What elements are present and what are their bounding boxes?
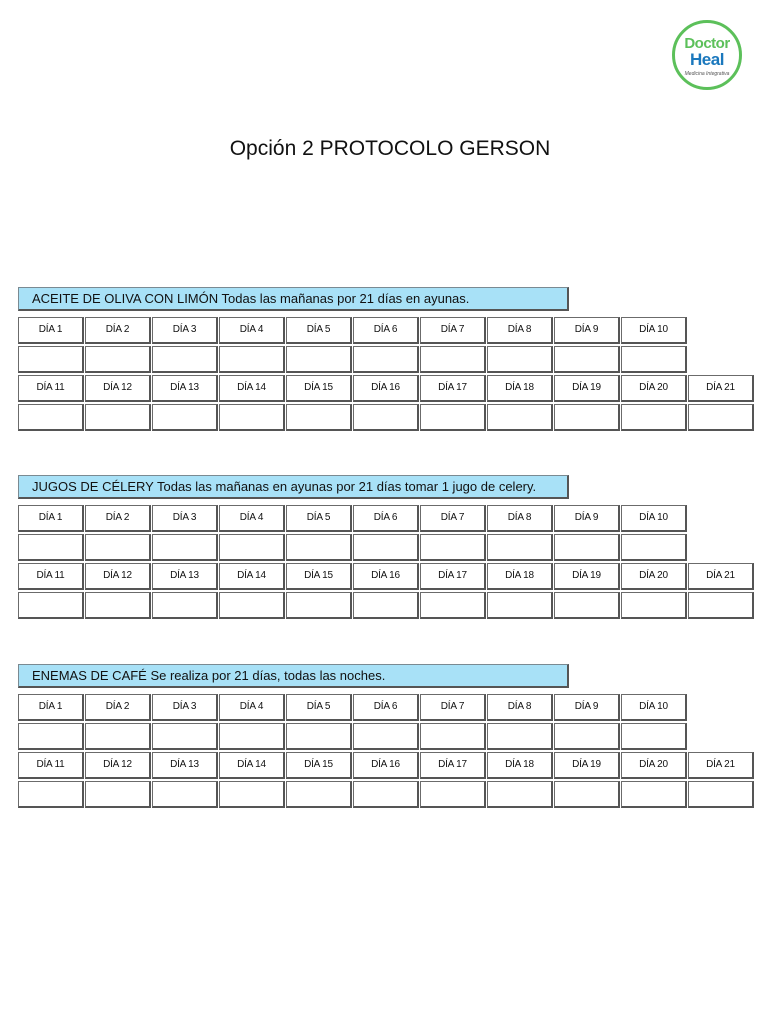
day-checkbox-cell[interactable] (621, 404, 687, 431)
day-label: DÍA 7 (420, 505, 486, 532)
day-checkbox-cell[interactable] (420, 723, 486, 750)
day-checkbox-cell[interactable] (219, 723, 285, 750)
day-checkbox-cell[interactable] (420, 404, 486, 431)
day-checkbox-cell[interactable] (420, 346, 486, 373)
day-checkbox-cell[interactable] (621, 534, 687, 561)
day-checkbox-cell[interactable] (152, 534, 218, 561)
page-title: Opción 2 PROTOCOLO GERSON (229, 137, 551, 160)
day-label: DÍA 21 (688, 563, 754, 590)
day-checkbox-cell[interactable] (152, 346, 218, 373)
day-label: DÍA 16 (353, 375, 419, 402)
day-checkbox-cell[interactable] (554, 592, 620, 619)
day-label: DÍA 1 (18, 317, 84, 344)
day-label: DÍA 3 (152, 317, 218, 344)
day-checkbox-cell[interactable] (353, 781, 419, 808)
day-checkbox-cell[interactable] (85, 534, 151, 561)
day-label: DÍA 13 (152, 375, 218, 402)
day-checkbox-cell[interactable] (353, 723, 419, 750)
protocol-section (18, 287, 752, 433)
day-checkbox-cell[interactable] (487, 404, 553, 431)
day-checkbox-cell[interactable] (420, 781, 486, 808)
day-checkbox-cell[interactable] (688, 592, 754, 619)
day-label: DÍA 10 (621, 505, 687, 532)
day-label: DÍA 5 (286, 694, 352, 721)
logo-line-doctor: Doctor (684, 35, 730, 52)
day-label: DÍA 4 (219, 505, 285, 532)
day-checkbox-cell[interactable] (621, 592, 687, 619)
day-label: DÍA 20 (621, 375, 687, 402)
day-label: DÍA 13 (152, 563, 218, 590)
day-checkbox-cell[interactable] (487, 723, 553, 750)
day-checkbox-cell[interactable] (554, 346, 620, 373)
day-checkbox-cell[interactable] (487, 781, 553, 808)
day-label: DÍA 14 (219, 563, 285, 590)
day-label: DÍA 10 (621, 694, 687, 721)
day-checkbox-cell[interactable] (85, 346, 151, 373)
day-label: DÍA 18 (487, 752, 553, 779)
day-checkbox-cell[interactable] (286, 534, 352, 561)
day-label: DÍA 14 (219, 375, 285, 402)
day-label: DÍA 2 (85, 694, 151, 721)
day-label: DÍA 11 (18, 375, 84, 402)
day-checkbox-cell[interactable] (18, 346, 84, 373)
day-label: DÍA 19 (554, 563, 620, 590)
day-label: DÍA 5 (286, 317, 352, 344)
day-checkbox-cell[interactable] (18, 534, 84, 561)
protocol-section (18, 475, 752, 621)
day-label: DÍA 2 (85, 505, 151, 532)
day-label: DÍA 6 (353, 694, 419, 721)
day-label: DÍA 17 (420, 752, 486, 779)
day-checkbox-cell[interactable] (219, 781, 285, 808)
day-label: DÍA 5 (286, 505, 352, 532)
day-checkbox-cell[interactable] (353, 404, 419, 431)
day-label: DÍA 19 (554, 752, 620, 779)
day-checkbox-cell[interactable] (554, 534, 620, 561)
day-checkbox-cell[interactable] (85, 404, 151, 431)
day-checkbox-cell[interactable] (621, 346, 687, 373)
day-label: DÍA 21 (688, 375, 754, 402)
day-checkbox-cell[interactable] (85, 723, 151, 750)
day-label: DÍA 3 (152, 505, 218, 532)
day-label: DÍA 9 (554, 694, 620, 721)
day-label: DÍA 2 (85, 317, 151, 344)
day-label: DÍA 17 (420, 563, 486, 590)
logo-line-heal: Heal (690, 50, 724, 69)
day-checkbox-cell[interactable] (420, 534, 486, 561)
day-label: DÍA 8 (487, 505, 553, 532)
day-checkbox-cell[interactable] (152, 723, 218, 750)
day-checkbox-cell[interactable] (85, 781, 151, 808)
day-checkbox-cell[interactable] (554, 404, 620, 431)
day-label: DÍA 12 (85, 375, 151, 402)
day-label: DÍA 18 (487, 563, 553, 590)
doctor-heal-logo (672, 20, 742, 90)
day-label: DÍA 14 (219, 752, 285, 779)
day-label: DÍA 17 (420, 375, 486, 402)
day-label: DÍA 20 (621, 563, 687, 590)
day-label: DÍA 4 (219, 694, 285, 721)
day-label: DÍA 1 (18, 694, 84, 721)
day-label: DÍA 10 (621, 317, 687, 344)
logo-tagline: Medicina Integrativa (684, 71, 730, 77)
day-checkbox-cell[interactable] (152, 781, 218, 808)
day-checkbox-cell[interactable] (353, 534, 419, 561)
day-label: DÍA 1 (18, 505, 84, 532)
day-checkbox-cell[interactable] (152, 592, 218, 619)
section-heading: ENEMAS DE CAFÉ Se realiza por 21 días, todas las noches. (18, 664, 569, 688)
day-checkbox-cell[interactable] (487, 534, 553, 561)
day-checkbox-cell[interactable] (487, 346, 553, 373)
day-checkbox-cell[interactable] (353, 592, 419, 619)
day-label: DÍA 21 (688, 752, 754, 779)
day-label: DÍA 6 (353, 317, 419, 344)
day-checkbox-cell[interactable] (286, 346, 352, 373)
day-label: DÍA 15 (286, 752, 352, 779)
day-checkbox-cell[interactable] (18, 404, 84, 431)
day-label: DÍA 11 (18, 752, 84, 779)
day-label: DÍA 15 (286, 375, 352, 402)
day-label: DÍA 8 (487, 317, 553, 344)
day-checkbox-cell[interactable] (688, 404, 754, 431)
day-checkbox-cell[interactable] (621, 723, 687, 750)
day-checkbox-cell[interactable] (554, 723, 620, 750)
day-checkbox-cell[interactable] (688, 781, 754, 808)
day-label: DÍA 7 (420, 317, 486, 344)
day-label: DÍA 8 (487, 694, 553, 721)
section-heading: ACEITE DE OLIVA CON LIMÓN Todas las mañanas por 21 días en ayunas. (18, 287, 569, 311)
day-checkbox-cell[interactable] (18, 781, 84, 808)
day-checkbox-cell[interactable] (219, 346, 285, 373)
day-label: DÍA 15 (286, 563, 352, 590)
day-checkbox-cell[interactable] (286, 781, 352, 808)
day-label: DÍA 9 (554, 505, 620, 532)
day-checkbox-cell[interactable] (18, 592, 84, 619)
day-checkbox-cell[interactable] (286, 404, 352, 431)
section-heading: JUGOS DE CÉLERY Todas las mañanas en ayunas por 21 días tomar 1 jugo de celery. (18, 475, 569, 499)
day-checkbox-cell[interactable] (353, 346, 419, 373)
day-label: DÍA 7 (420, 694, 486, 721)
day-label: DÍA 9 (554, 317, 620, 344)
day-checkbox-cell[interactable] (18, 723, 84, 750)
day-checkbox-cell[interactable] (487, 592, 553, 619)
day-label: DÍA 16 (353, 563, 419, 590)
day-label: DÍA 13 (152, 752, 218, 779)
day-checkbox-cell[interactable] (85, 592, 151, 619)
day-label: DÍA 20 (621, 752, 687, 779)
day-checkbox-cell[interactable] (554, 781, 620, 808)
day-checkbox-cell[interactable] (152, 404, 218, 431)
protocol-section (18, 664, 752, 810)
day-label: DÍA 12 (85, 563, 151, 590)
day-label: DÍA 6 (353, 505, 419, 532)
day-label: DÍA 19 (554, 375, 620, 402)
day-label: DÍA 4 (219, 317, 285, 344)
day-checkbox-cell[interactable] (621, 781, 687, 808)
day-label: DÍA 12 (85, 752, 151, 779)
day-checkbox-cell[interactable] (219, 534, 285, 561)
day-label: DÍA 11 (18, 563, 84, 590)
day-checkbox-cell[interactable] (420, 592, 486, 619)
day-label: DÍA 3 (152, 694, 218, 721)
day-checkbox-cell[interactable] (219, 592, 285, 619)
day-label: DÍA 16 (353, 752, 419, 779)
day-checkbox-cell[interactable] (219, 404, 285, 431)
day-checkbox-cell[interactable] (286, 723, 352, 750)
day-checkbox-cell[interactable] (286, 592, 352, 619)
day-label: DÍA 18 (487, 375, 553, 402)
